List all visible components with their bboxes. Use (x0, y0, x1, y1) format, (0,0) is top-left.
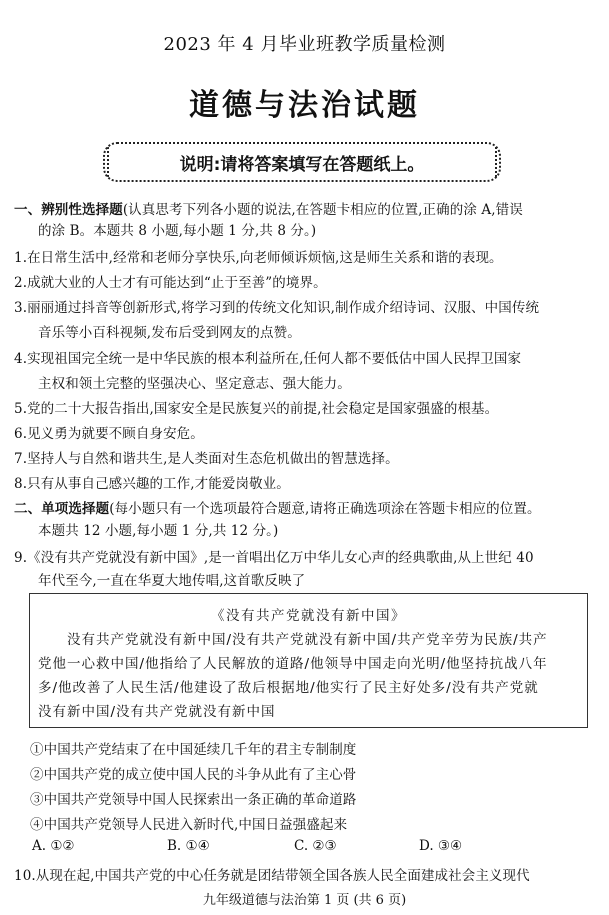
section2-intro-2: 本题共 12 小题,每小题 1 分,共 12 分。) (38, 523, 279, 539)
question-7: 7.坚持人与自然和谐共生,是人类面对生态危机做出的智慧选择。 (14, 451, 399, 467)
section1-heading-line (14, 198, 600, 218)
section1-intro-2: 的涂 B。本题共 8 小题,每小题 1 分,共 8 分。) (38, 223, 317, 239)
song-lyric-line: 没有新中国/没有共产党就没有新中国 (38, 704, 276, 720)
question-8: 8.只有从事自己感兴趣的工作,才能爱岗敬业。 (14, 476, 290, 492)
song-lyric-line: 多/他改善了人民生活/他建设了敌后根据地/他实行了民主好处多/没有共产党就 (38, 680, 539, 696)
question-3-cont: 音乐等小百科视频,发布后受到网友的点赞。 (38, 325, 301, 341)
question-6: 6.见义勇为就要不顾自身安危。 (14, 426, 204, 442)
section2-heading: 二、单项选择题 (14, 501, 110, 517)
question-2: 2.成就大业的人士才有可能达到“止于至善”的境界。 (14, 275, 327, 291)
song-lyric-line: 党他一心救中国/他指给了人民解放的道路/他领导中国走向光明/他坚持抗战八年 (38, 656, 548, 672)
question-3: 3.丽丽通过抖音等创新形式,将学习到的传统文化知识,制作成介绍诗词、汉服、中国传统 (14, 300, 540, 316)
question-1: 1.在日常生活中,经常和老师分享快乐,向老师倾诉烦恼,这是师生关系和谐的表现。 (14, 250, 503, 266)
section1-intro-1: (认真思考下列各小题的说法,在答题卡相应的位置,正确的涂 A,错误 (122, 202, 523, 218)
statement-2: ②中国共产党的成立使中国人民的斗争从此有了主心骨 (30, 767, 357, 783)
page-footer: 九年级道德与法治第 1 页 (共 6 页) (202, 893, 407, 908)
question-9: 9.《没有共产党就没有新中国》,是一首唱出亿万中华儿女心声的经典歌曲,从上世纪 40 (14, 550, 534, 566)
song-lyrics-box (29, 593, 588, 728)
subject-title: 道德与法治试题 (189, 88, 420, 123)
question-4: 4.实现祖国完全统一是中华民族的根本利益所在,任何人都不要低估中国人民捍卫国家 (14, 351, 522, 367)
section1-heading: 一、辨别性选择题 (14, 202, 123, 218)
question-4-cont: 主权和领土完整的坚强决心、坚定意志、强大能力。 (38, 376, 351, 392)
song-lyric-line: 没有共产党就没有新中国/没有共产党就没有新中国/共产党辛劳为民族/共产 (67, 632, 548, 648)
question-5: 5.党的二十大报告指出,国家安全是民族复兴的前提,社会稳定是国家强盛的根基。 (14, 401, 499, 417)
question-9-cont: 年代至今,一直在华夏大地传唱,这首歌反映了 (38, 573, 306, 589)
notice-text: 说明:请将答案填写在答题纸上。 (179, 154, 425, 175)
song-title: 《没有共产党就没有新中国》 (211, 608, 406, 624)
statement-4: ④中国共产党领导人民进入新时代,中国日益强盛起来 (30, 817, 348, 833)
choice-a: A. ①② (32, 838, 75, 854)
statement-1: ①中国共产党结束了在中国延续几千年的君主专制制度 (30, 742, 357, 758)
notice-box (103, 142, 501, 182)
choice-c: C. ②③ (294, 838, 337, 854)
choice-d: D. ③④ (419, 838, 463, 854)
statement-3: ③中国共产党领导中国人民探索出一条正确的革命道路 (30, 792, 357, 808)
section2-heading-line (14, 497, 600, 517)
choice-b: B. ①④ (167, 838, 210, 854)
section2-intro-1: (每小题只有一个选项最符合题意,请将正确选项涂在答题卡相应的位置。 (109, 501, 541, 517)
question-10: 10.从现在起,中国共产党的中心任务就是团结带领全国各族人民全面建成社会主义现代 (14, 868, 530, 884)
exam-name: 2023 年 4 月毕业班教学质量检测 (163, 34, 446, 55)
